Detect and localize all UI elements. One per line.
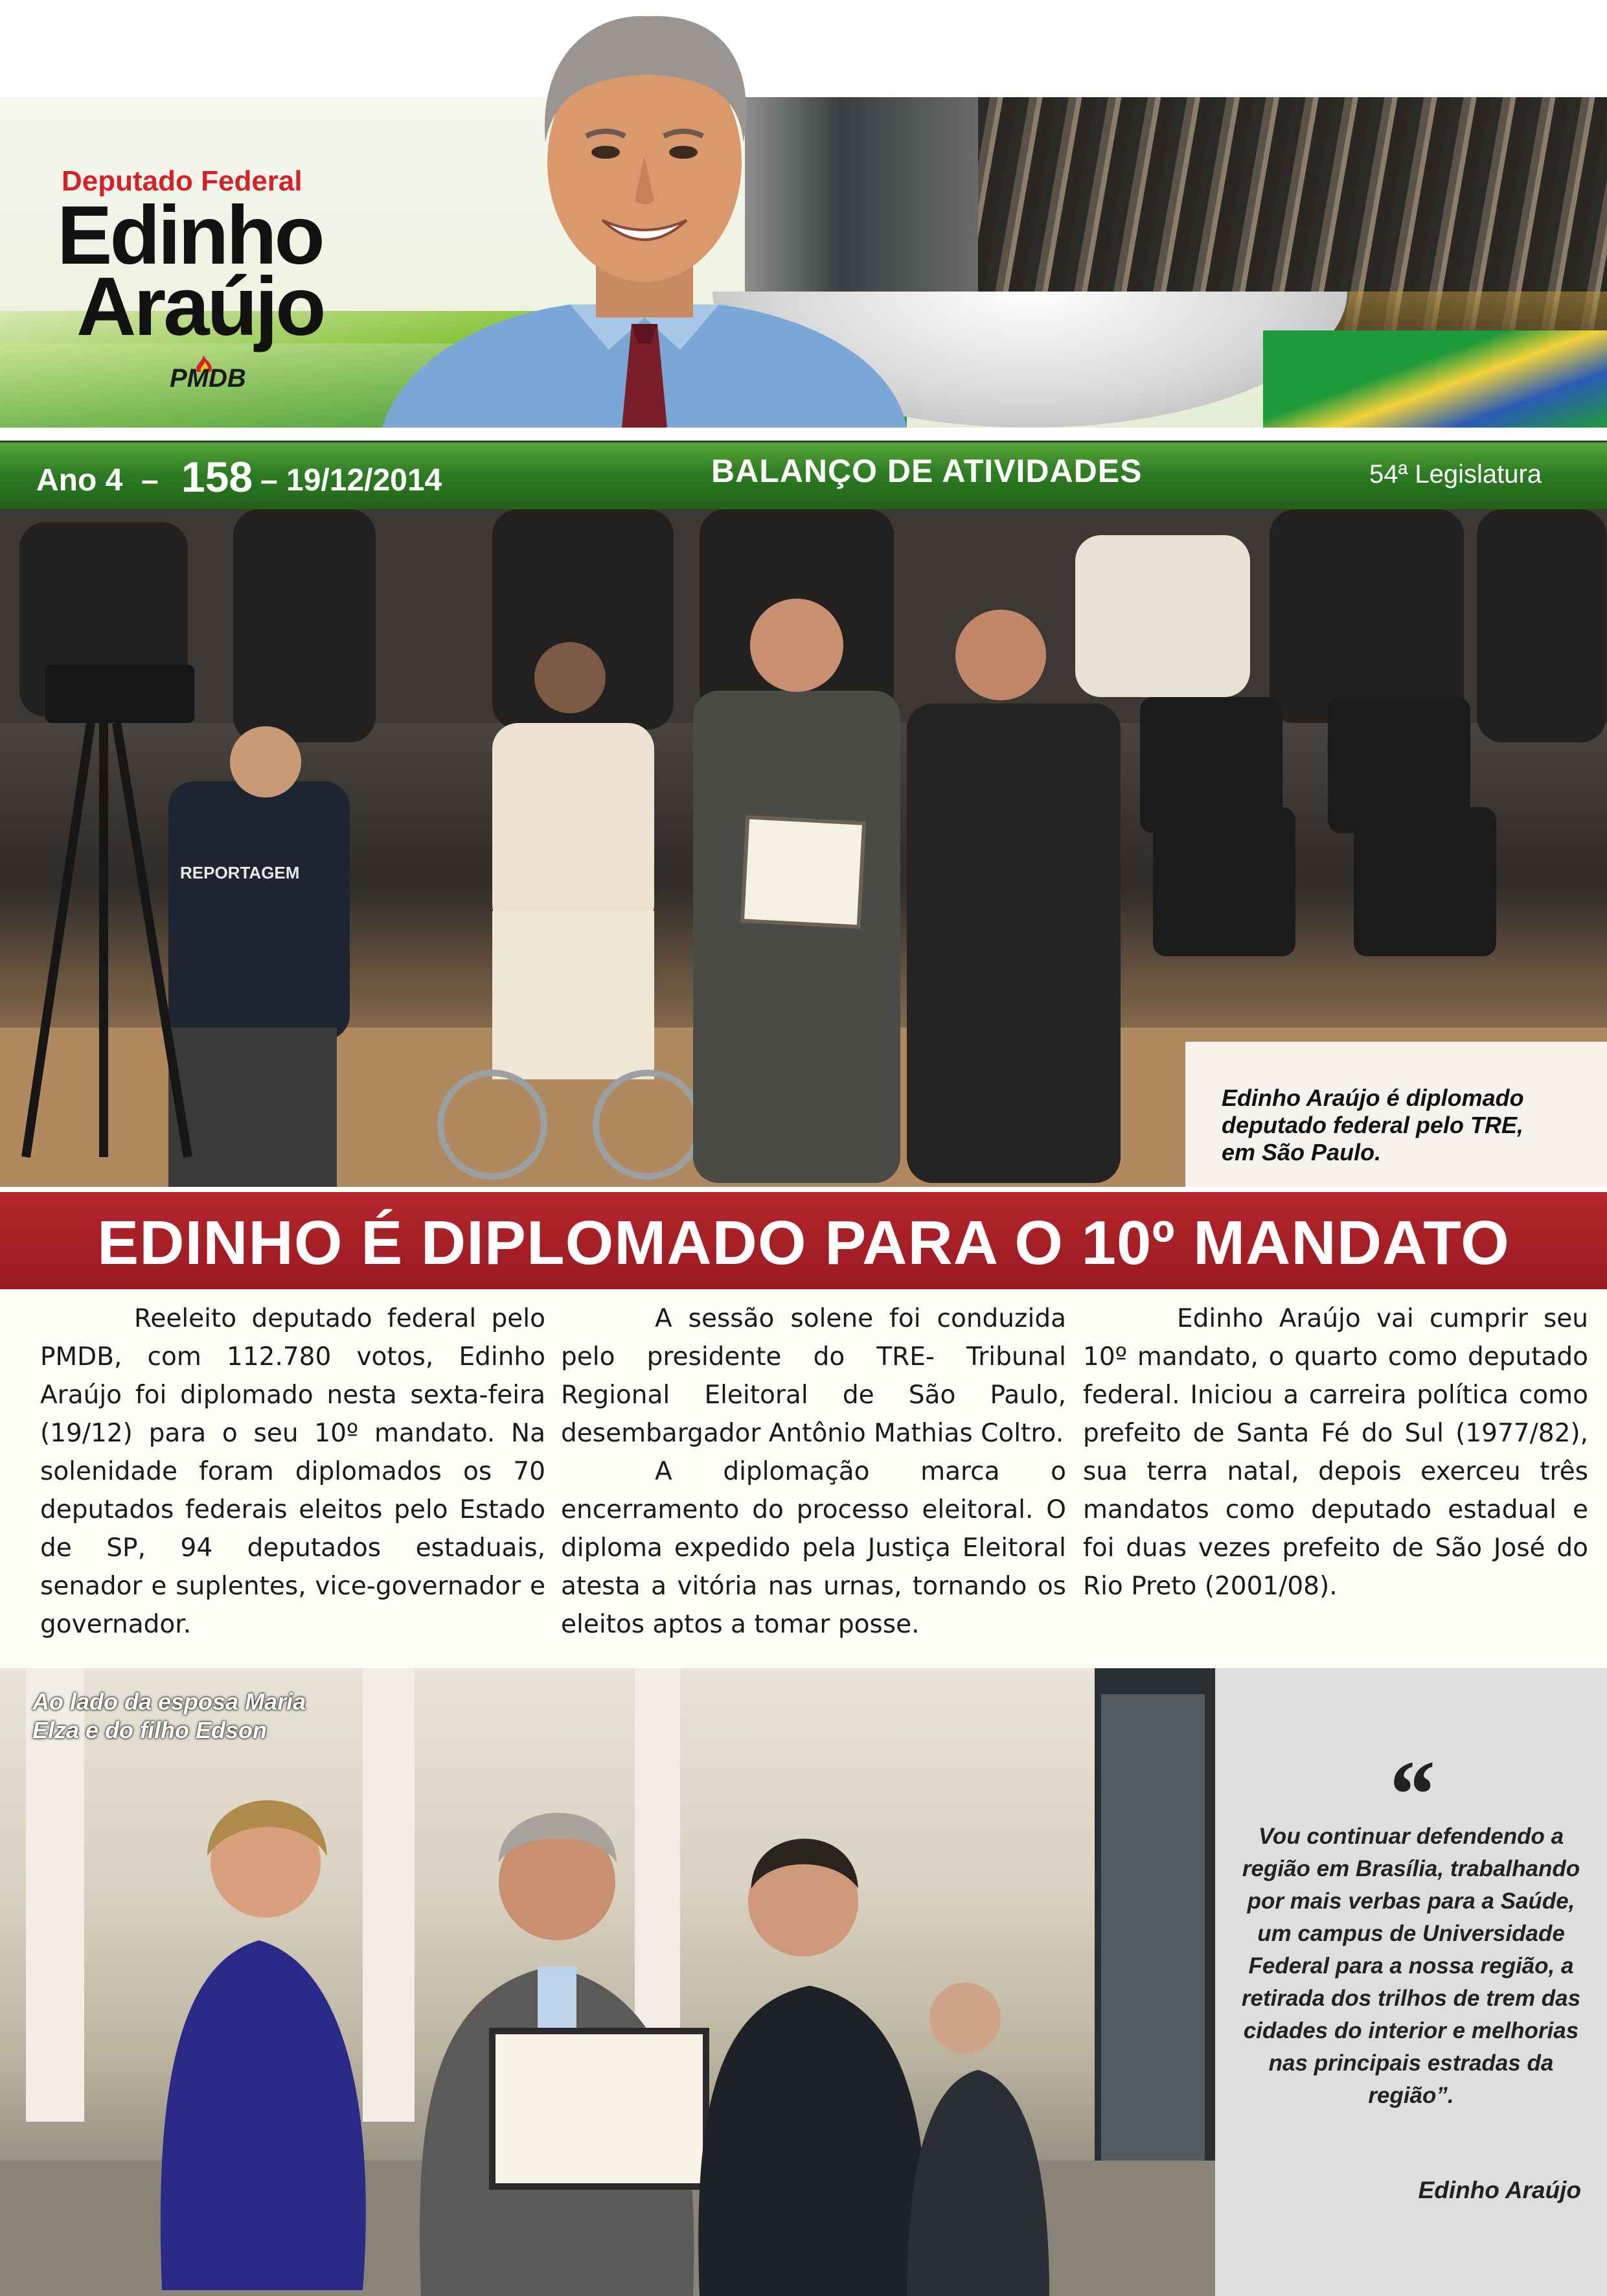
issue-separator: –: [141, 463, 159, 498]
photo-caption: [1222, 1085, 1524, 1166]
issue-date: – 19/12/2014: [260, 463, 442, 498]
party-logo: PMDB: [170, 364, 246, 393]
paragraph: Reeleito deputado federal pelo PMDB, com 112.780 votos, Edinho Araújo foi diplomado nesta sexta-feira (19/12) para o seu 10º mandato. Na solenidade foram diplomados os 70 deputados federais eleitos pelo Estado de SP, 94 deputados estaduais, senador e suplentes, vice-governador e governador.: [40, 1304, 545, 1639]
headline-bar: [0, 1192, 1607, 1289]
paragraph: A sessão solene foi conduzida pelo presidente do TRE- Tribunal Regional Eleitoral de São Paulo, desembargador Antônio Mathias Coltro.: [561, 1304, 1066, 1448]
family-photo-caption: [32, 1688, 306, 1745]
deputy-portrait-photo: [376, 13, 913, 428]
article-body: [0, 1289, 1607, 1668]
masthead-name-last: Araújo: [76, 260, 324, 353]
masthead-name-first: Edinho: [57, 189, 323, 282]
paragraph: Edinho Araújo vai cumprir seu 10º mandato, o quarto como deputado federal. Iniciou a carreira política como prefeito de Santa Fé do Sul (1977/82), sua terra natal, depois exerceu três mandatos como deputado estadual e foi duas vezes prefeito de São José do Rio Preto (2001/08).: [1083, 1304, 1588, 1601]
article-column-1: [40, 1300, 545, 1644]
headline: EDINHO É DIPLOMADO PARA O 10º MANDATO: [97, 1208, 1510, 1278]
paragraph: A diplomação marca o encerramento do processo eleitoral. O diploma expedido pela Justiça Eleitoral atesta a vitória nas urnas, tornando os eleitos aptos a tomar posse.: [561, 1457, 1066, 1639]
brazil-flag-photo: [1263, 330, 1607, 428]
photo-caption-line: Edinho Araújo é diplomado: [1222, 1085, 1524, 1111]
family-scene: [0, 1668, 1215, 2296]
article-column-2: [561, 1300, 1066, 1644]
pull-quote-panel: [1215, 1668, 1607, 2296]
pull-quote-author: Edinho Araújo: [1418, 2177, 1581, 2203]
issue-number: 158: [181, 453, 253, 501]
article-column-3: [1083, 1300, 1588, 1605]
legislature-label: 54ª Legislatura: [1369, 460, 1542, 488]
issue-year: Ano 4: [36, 463, 123, 498]
photo-caption-line: em São Paulo.: [1222, 1139, 1382, 1165]
pull-quote-text: Vou continuar defendendo a região em Brasília, trabalhando por mais verbas para a Saúde, um campus de Universidade Federal para a nossa região, a retirada dos trilhos de trem das cidades do interior e melhorias nas principais estradas da região”.: [1241, 1824, 1581, 2108]
kicker-deputado-federal: Deputado Federal: [62, 165, 302, 197]
diploma-ceremony-photo: [0, 509, 1607, 1187]
quote-mark-icon: “: [1385, 1741, 1433, 1848]
photo-caption-line: deputado federal pelo TRE,: [1222, 1112, 1524, 1138]
photo-caption-panel: [1185, 1042, 1607, 1187]
family-photo: [0, 1668, 1215, 2296]
caption-line: Elza e do filho Edson: [32, 1717, 268, 1743]
section-title: BALANÇO DE ATIVIDADES: [711, 453, 1143, 489]
vest-text: REPORTAGEM: [180, 863, 300, 882]
issue-info-band: [0, 438, 1607, 512]
caption-line: Ao lado da esposa Maria: [32, 1688, 306, 1715]
